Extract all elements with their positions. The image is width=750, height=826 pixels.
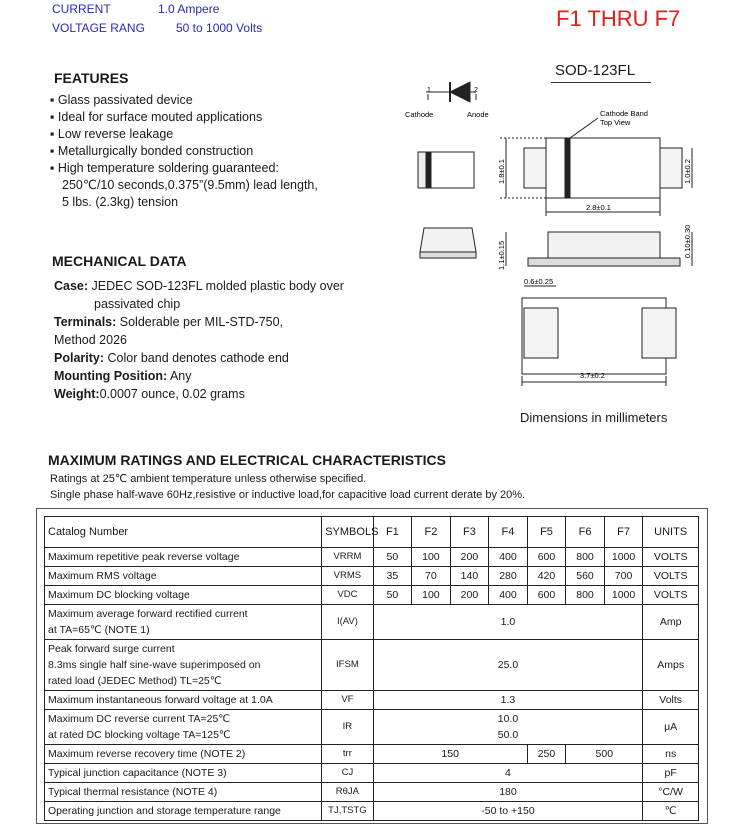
current-label: CURRENT bbox=[52, 2, 111, 16]
value-cell: 10.0 50.0 bbox=[373, 710, 643, 745]
value-cell: 100 bbox=[412, 548, 451, 567]
ratings-table bbox=[44, 516, 699, 821]
col-header: F1 bbox=[373, 517, 412, 548]
symbol-cell: trr bbox=[322, 745, 373, 764]
unit-cell: VOLTS bbox=[643, 586, 699, 605]
unit-cell: ℃ bbox=[643, 802, 699, 821]
symbols-header: SYMBOLS bbox=[322, 517, 373, 548]
col-header: F7 bbox=[604, 517, 643, 548]
param-cell: Peak forward surge current 8.3ms single half sine-wave superimposed on rated load (JEDEC Method) TL=25℃ bbox=[45, 640, 322, 691]
dim-lead: 0.10±0.30 bbox=[683, 224, 692, 258]
col-header: F5 bbox=[527, 517, 566, 548]
voltage-label: VOLTAGE RANG bbox=[52, 21, 145, 35]
terminals-line-2: Method 2026 bbox=[54, 333, 127, 347]
diode-symbol-icon bbox=[426, 82, 476, 102]
symbol-cell: CJ bbox=[322, 764, 373, 783]
units-header: UNITS bbox=[643, 517, 699, 548]
table-row bbox=[45, 567, 699, 586]
package-outline-drawing bbox=[398, 76, 698, 416]
dim-thickness: 1.1±0.15 bbox=[497, 240, 506, 270]
ratings-note-2: Single phase half-wave 60Hz,resistive or inductive load,for capacitive load current derate by 20%. bbox=[50, 489, 526, 501]
dimensions-note: Dimensions in millimeters bbox=[520, 410, 668, 425]
value-cell: 280 bbox=[489, 567, 528, 586]
value-cell: 150 bbox=[373, 745, 527, 764]
symbol-cell: I(AV) bbox=[322, 605, 373, 640]
pin1-label: 1 bbox=[427, 87, 431, 94]
weight-line: Weight:0.0007 ounce, 0.02 grams bbox=[54, 387, 245, 401]
table-header-row bbox=[45, 517, 699, 548]
value-cell: 4 bbox=[373, 764, 643, 783]
dim-width: 2.8±0.1 bbox=[586, 203, 611, 212]
cathode-label: Cathode bbox=[405, 110, 434, 119]
symbol-cell: VRMS bbox=[322, 567, 373, 586]
unit-cell: °C/W bbox=[643, 783, 699, 802]
value-cell: 420 bbox=[527, 567, 566, 586]
value-cell: 140 bbox=[450, 567, 489, 586]
ratings-note-1: Ratings at 25℃ ambient temperature unless otherwise specified. bbox=[50, 473, 367, 485]
param-cell: Maximum DC reverse current TA=25℃ at rated DC blocking voltage TA=125℃ bbox=[45, 710, 322, 745]
dim-length: 3.7±0.2 bbox=[580, 371, 605, 380]
solder-detail-1: 250℃/10 seconds,0.375”(9.5mm) lead length, bbox=[62, 178, 318, 192]
col-header: F6 bbox=[566, 517, 605, 548]
symbol-cell: TJ,TSTG bbox=[322, 802, 373, 821]
value-cell: 25.0 bbox=[373, 640, 643, 691]
package-name: SOD-123FL bbox=[555, 62, 636, 79]
dim-pad: 0.6±0.25 bbox=[524, 277, 554, 286]
voltage-value: 50 to 1000 Volts bbox=[176, 21, 263, 35]
top-view-label: Top View bbox=[600, 118, 631, 127]
mechanical-data bbox=[54, 277, 344, 403]
symbol-cell: VF bbox=[322, 691, 373, 710]
param-cell: Maximum repetitive peak reverse voltage bbox=[45, 548, 322, 567]
value-cell: 560 bbox=[566, 567, 605, 586]
features-list bbox=[50, 92, 318, 211]
table-row bbox=[45, 745, 699, 764]
param-cell: Maximum DC blocking voltage bbox=[45, 586, 322, 605]
value-cell: 50 bbox=[373, 548, 412, 567]
unit-cell: VOLTS bbox=[643, 567, 699, 586]
table-row bbox=[45, 802, 699, 821]
value-cell: 1000 bbox=[604, 548, 643, 567]
dim-height: 1.8±0.1 bbox=[497, 159, 506, 184]
table-row bbox=[45, 640, 699, 691]
col-header: F2 bbox=[412, 517, 451, 548]
feature-item: ▪ Low reverse leakage bbox=[50, 127, 174, 141]
value-cell: 1.0 bbox=[373, 605, 643, 640]
features-title: FEATURES bbox=[54, 70, 129, 86]
value-cell: 800 bbox=[566, 548, 605, 567]
value-cell: 600 bbox=[527, 586, 566, 605]
pin2-label: 2 bbox=[474, 87, 478, 94]
value-cell: 1000 bbox=[604, 586, 643, 605]
current-value: 1.0 Ampere bbox=[158, 2, 220, 16]
value-cell: 700 bbox=[604, 567, 643, 586]
side-profile bbox=[420, 228, 692, 266]
table-row bbox=[45, 548, 699, 567]
feature-item: ▪ Metallurgically bonded construction bbox=[50, 144, 254, 158]
value-cell: 600 bbox=[527, 548, 566, 567]
symbol-cell: VRRM bbox=[322, 548, 373, 567]
param-cell: Maximum RMS voltage bbox=[45, 567, 322, 586]
anode-label: Anode bbox=[467, 110, 489, 119]
table-row bbox=[45, 710, 699, 745]
part-range-title: F1 THRU F7 bbox=[556, 6, 681, 31]
value-cell: 50 bbox=[373, 586, 412, 605]
param-cell: Maximum reverse recovery time (NOTE 2) bbox=[45, 745, 322, 764]
dim-band: 1.0±0.2 bbox=[683, 159, 692, 184]
unit-cell: VOLTS bbox=[643, 548, 699, 567]
feature-item: ▪ Glass passivated device bbox=[50, 93, 193, 107]
catalog-header: Catalog Number bbox=[45, 517, 322, 548]
mechanical-title: MECHANICAL DATA bbox=[52, 253, 187, 269]
symbol-cell: IFSM bbox=[322, 640, 373, 691]
value-cell: 400 bbox=[489, 586, 528, 605]
param-cell: Typical junction capacitance (NOTE 3) bbox=[45, 764, 322, 783]
ratings-title: MAXIMUM RATINGS AND ELECTRICAL CHARACTERISTICS bbox=[48, 452, 446, 468]
value-cell: 200 bbox=[450, 586, 489, 605]
param-cell: Operating junction and storage temperature range bbox=[45, 802, 322, 821]
case-line-2: passivated chip bbox=[94, 297, 181, 311]
value-cell: 1.3 bbox=[373, 691, 643, 710]
table-row bbox=[45, 783, 699, 802]
col-header: F4 bbox=[489, 517, 528, 548]
unit-cell: Amps bbox=[643, 640, 699, 691]
symbol-cell: IR bbox=[322, 710, 373, 745]
table-row bbox=[45, 691, 699, 710]
polarity-line: Polarity: Color band denotes cathode end bbox=[54, 351, 289, 365]
col-header: F3 bbox=[450, 517, 489, 548]
table-row bbox=[45, 764, 699, 783]
feature-item: ▪ Ideal for surface mouted applications bbox=[50, 110, 263, 124]
feature-item: ▪ High temperature soldering guaranteed: bbox=[50, 161, 279, 175]
side-view-small bbox=[418, 152, 474, 188]
symbol-cell: RθJA bbox=[322, 783, 373, 802]
value-cell: 800 bbox=[566, 586, 605, 605]
param-cell: Maximum instantaneous forward voltage at 1.0A bbox=[45, 691, 322, 710]
unit-cell: ns bbox=[643, 745, 699, 764]
table-row bbox=[45, 605, 699, 640]
mounting-line: Mounting Position: Any bbox=[54, 369, 192, 383]
value-cell: 500 bbox=[566, 745, 643, 764]
symbol-cell: VDC bbox=[322, 586, 373, 605]
param-cell: Typical thermal resistance (NOTE 4) bbox=[45, 783, 322, 802]
top-view bbox=[500, 118, 692, 216]
unit-cell: Volts bbox=[643, 691, 699, 710]
value-cell: -50 to +150 bbox=[373, 802, 643, 821]
value-cell: 100 bbox=[412, 586, 451, 605]
value-cell: 35 bbox=[373, 567, 412, 586]
value-cell: 70 bbox=[412, 567, 451, 586]
value-cell: 400 bbox=[489, 548, 528, 567]
terminals-line: Terminals: Solderable per MIL-STD-750, bbox=[54, 315, 284, 329]
unit-cell: pF bbox=[643, 764, 699, 783]
unit-cell: μA bbox=[643, 710, 699, 745]
cathode-band-label: Cathode Band bbox=[600, 109, 648, 118]
value-cell: 180 bbox=[373, 783, 643, 802]
value-cell: 250 bbox=[527, 745, 566, 764]
param-cell: Maximum average forward rectified current at TA=65℃ (NOTE 1) bbox=[45, 605, 322, 640]
table-row bbox=[45, 586, 699, 605]
value-cell: 200 bbox=[450, 548, 489, 567]
solder-detail-2: 5 lbs. (2.3kg) tension bbox=[62, 195, 179, 209]
case-line: Case: JEDEC SOD-123FL molded plastic body over bbox=[54, 279, 344, 293]
unit-cell: Amp bbox=[643, 605, 699, 640]
